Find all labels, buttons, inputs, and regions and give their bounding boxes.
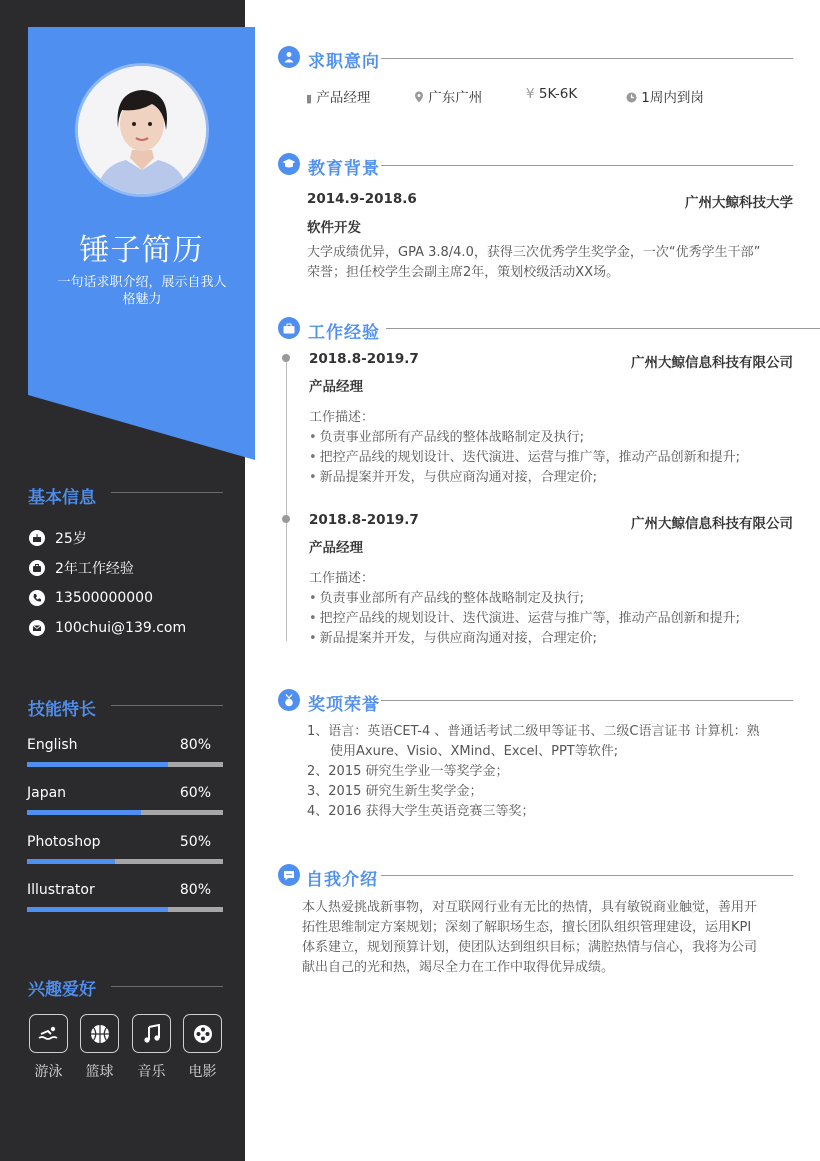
job-role: 产品经理	[309, 379, 363, 395]
self-intro-line: 拓性思维制定方案规划；深刻了解职场生态，擅长团队组织管理建设，运用KPI	[302, 920, 752, 935]
skill-percent: 80%	[179, 882, 211, 898]
skill-name: Japan	[27, 785, 67, 801]
phone-text: 13500000000	[55, 590, 153, 606]
skill-bar	[27, 907, 223, 912]
job-bullet: • 负责事业部所有产品线的整体战略制定及执行;	[309, 428, 740, 448]
availability-item	[626, 86, 704, 106]
swimming-icon	[38, 1025, 60, 1043]
hobby-label: 音乐	[137, 1064, 166, 1080]
job-intent-title: 求职意向	[308, 52, 380, 72]
divider	[381, 875, 793, 876]
skill-bar-fill	[27, 859, 115, 864]
skill-japan	[27, 785, 223, 815]
job-desc-title: 工作描述：	[309, 410, 375, 425]
experience-row	[29, 558, 134, 578]
film-icon	[192, 1023, 214, 1045]
chat-bubble-icon	[278, 864, 300, 886]
clock-icon	[626, 92, 637, 103]
skill-name: English	[27, 737, 78, 753]
hobby-label: 篮球	[85, 1064, 114, 1080]
skills-title: 技能特长	[28, 700, 96, 720]
work-title: 工作经验	[308, 323, 380, 343]
education-title: 教育背景	[308, 159, 380, 179]
skill-bar	[27, 762, 223, 767]
job-bullet: • 负责事业部所有产品线的整体战略制定及执行;	[309, 589, 740, 609]
self-tagline: 一句话求职介绍，展示自我人格魅力	[57, 275, 227, 307]
job-period: 2018.8-2019.7	[309, 512, 419, 528]
hobby-basketball	[80, 1014, 120, 1081]
basketball-icon	[89, 1023, 111, 1045]
job-desc-title: 工作描述：	[309, 571, 375, 586]
skill-percent: 80%	[179, 737, 211, 753]
skill-illustrator	[27, 882, 223, 912]
age-text: 25岁	[55, 531, 87, 547]
education-description	[307, 243, 760, 283]
skill-bar-fill	[27, 907, 168, 912]
briefcase-icon	[29, 560, 45, 576]
salary-item	[526, 86, 577, 102]
hobby-label: 电影	[188, 1064, 217, 1080]
job-role: 产品经理	[309, 540, 363, 556]
divider	[381, 700, 793, 701]
self-intro-line: 献出自己的光和热，竭尽全力在工作中取得优异成绩。	[302, 960, 615, 975]
graduation-cap-icon	[278, 153, 300, 175]
awards-list	[307, 722, 793, 822]
salary-text: 5K-6K	[538, 86, 578, 102]
skill-photoshop	[27, 834, 223, 864]
medal-icon	[278, 689, 300, 711]
hobby-label: 游泳	[34, 1064, 63, 1080]
phone-icon	[29, 590, 45, 606]
job-description	[309, 408, 740, 488]
education-desc-line: 荣誉；担任校学生会副主席2年，策划校级活动XX场。	[307, 265, 620, 280]
email-text: 100chui@139.com	[55, 620, 187, 636]
skill-name: Photoshop	[27, 834, 101, 850]
skill-english	[27, 737, 223, 767]
divider	[111, 986, 223, 987]
skill-bar-fill	[27, 810, 141, 815]
self-intro-text	[302, 898, 794, 978]
job-bullet: • 把控产品线的规划设计、迭代演进、运营与推广等，推动产品创新和提升;	[309, 609, 740, 629]
availability-text: 1周内到岗	[641, 90, 704, 106]
divider	[111, 492, 223, 493]
tie-icon: ▮	[306, 92, 313, 105]
education-major: 软件开发	[307, 220, 361, 236]
award-item: 4、2016 获得大学生英语竞赛三等奖；	[307, 804, 535, 819]
hobby-swimming	[29, 1014, 69, 1081]
divider	[381, 58, 793, 59]
skill-bar-fill	[27, 762, 168, 767]
job-period: 2018.8-2019.7	[309, 351, 419, 367]
timeline-dot	[282, 354, 290, 362]
skill-bar	[27, 810, 223, 815]
experience-text: 2年工作经验	[55, 561, 134, 577]
self-intro-line: 体系建立，规划预算计划，使团队达到组织目标；满腔热情与信心，我将为公司	[302, 940, 758, 955]
education-period: 2014.9-2018.6	[307, 191, 417, 207]
basic-info-title: 基本信息	[28, 488, 96, 508]
person-icon	[278, 46, 300, 68]
job-bullet: • 把控产品线的规划设计、迭代演进、运营与推广等，推动产品创新和提升;	[309, 448, 740, 468]
music-icon	[142, 1024, 162, 1044]
avatar	[78, 66, 206, 194]
briefcase-icon	[278, 317, 300, 339]
self-intro-line: 本人热爱挑战新事物，对互联网行业有无比的热情，具有敏锐商业触觉，善用开	[302, 900, 758, 915]
award-item: 2、2015 研究生学业一等奖学金；	[307, 764, 509, 779]
cake-icon	[29, 530, 45, 546]
phone-row	[29, 588, 153, 608]
divider	[111, 705, 223, 706]
skill-percent: 50%	[179, 834, 211, 850]
city-item	[414, 86, 482, 106]
timeline-line	[286, 358, 287, 641]
hobbies-title: 兴趣爱好	[28, 980, 96, 1000]
resume-name: 锤子简历	[79, 233, 204, 268]
skill-percent: 60%	[179, 785, 211, 801]
hobby-music	[132, 1014, 172, 1081]
award-item: 3、2015 研究生新生奖学金；	[307, 784, 483, 799]
job-company: 广州大鲸信息科技有限公司	[631, 355, 793, 371]
email-row	[29, 618, 186, 638]
education-school: 广州大鲸科技大学	[685, 195, 793, 211]
education-desc-line: 大学成绩优异，GPA 3.8/4.0，获得三次优秀学生奖学金，一次“优秀学生干部”	[307, 245, 761, 260]
skill-name: Illustrator	[27, 882, 95, 898]
location-pin-icon	[414, 91, 424, 103]
age-row	[29, 528, 87, 548]
yen-icon: ¥	[526, 86, 535, 102]
job-description	[309, 569, 740, 649]
position-item	[306, 86, 370, 106]
skill-bar	[27, 859, 223, 864]
position-text: 产品经理	[316, 90, 371, 106]
divider	[381, 165, 793, 166]
mail-icon	[29, 620, 45, 636]
award-item: 使用Axure、Visio、XMind、Excel、PPT等软件;	[330, 744, 619, 759]
awards-title: 奖项荣誉	[308, 695, 380, 715]
award-item: 1、语言：英语CET-4 、普通话考试二级甲等证书、二级C语言证书 计算机：熟	[307, 724, 760, 739]
job-company: 广州大鲸信息科技有限公司	[631, 516, 793, 532]
hobby-film	[183, 1014, 223, 1081]
self-intro-title: 自我介绍	[306, 870, 378, 890]
city-text: 广东广州	[428, 90, 483, 106]
timeline-dot	[282, 515, 290, 523]
divider	[386, 328, 820, 329]
job-bullet: • 新品提案并开发，与供应商沟通对接，合理定价;	[309, 468, 740, 488]
job-bullet: • 新品提案并开发，与供应商沟通对接，合理定价;	[309, 629, 740, 649]
